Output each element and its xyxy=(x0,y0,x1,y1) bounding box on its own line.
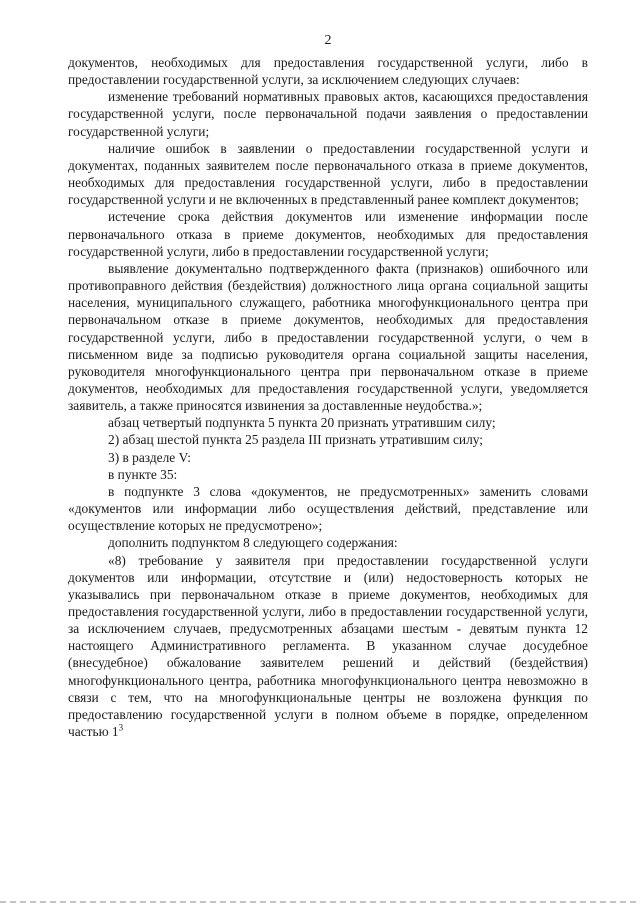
paragraph-text: в пункте 35: xyxy=(108,466,178,482)
paragraph xyxy=(68,88,588,139)
document-body xyxy=(68,54,588,740)
paragraph xyxy=(68,140,588,209)
paragraph xyxy=(68,466,588,483)
paragraph-text: выявление документально подтвержденного факта (признаков) ошибочного или противоправного действия (бездействия) должностного лица органа социальной защиты населения, муниципального служащего, работника многофункционального центра при первоначальном отказе в приеме документов, необходимых для предоставления государственной услуги, либо в предоставлении государственной услуги, о чем в письменном виде за подписью руководителя органа социальной защиты населения, руководителя многофункционального центра при первоначальном отказе в приеме документов, необходимых для предоставления государственной услуги, уведомляется заявитель, а также приносятся извинения за доставленные неудобства.»; xyxy=(68,260,588,414)
paragraph xyxy=(68,449,588,466)
paragraph-text: в подпункте 3 слова «документов, не предусмотренных» заменить словами «документов или информации либо осуществления действий, представление или осуществление которых не предусмотрено»; xyxy=(68,483,588,534)
superscript: 3 xyxy=(118,722,124,733)
paragraph xyxy=(68,260,588,414)
paragraph-text: 3) в разделе V: xyxy=(108,449,191,465)
paragraph-text: абзац четвертый подпункта 5 пункта 20 признать утратившим силу; xyxy=(108,415,496,431)
paragraph xyxy=(68,552,588,741)
paragraph xyxy=(68,54,588,88)
paragraph xyxy=(68,483,588,534)
paragraph-text: наличие ошибок в заявлении о предоставлении государственной услуги и документах, поданных заявителем после первоначального отказа в приеме документов, необходимых для предоставления государственной услуги, либо в предоставлении государственной услуги и не включенных в представленный ранее комплект документов; xyxy=(68,140,588,208)
paragraph-text: изменение требований нормативных правовых актов, касающихся предоставления государственной услуги, после первоначальной подачи заявления о предоставлении государственной услуги; xyxy=(68,89,588,139)
paragraph-text: документов, необходимых для предоставления государственной услуги, либо в предоставлении государственной услуги, за исключением следующих случаев: xyxy=(68,55,588,88)
scan-edge-line xyxy=(0,901,640,903)
paragraph-text: истечение срока действия документов или изменение информации после первоначального отказа в приеме документов, необходимых для предоставления государственной услуги, либо в предоставлении государственной услуги; xyxy=(68,209,588,259)
paragraph-text: 2) абзац шестой пункта 25 раздела III признать утратившим силу; xyxy=(108,432,484,448)
paragraph xyxy=(68,534,588,551)
paragraph-text: дополнить подпунктом 8 следующего содержания: xyxy=(108,535,398,551)
paragraph xyxy=(68,414,588,431)
paragraph-text: «8) требование у заявителя при предоставлении государственной услуги документов или информации, отсутствие и (или) недостоверность которых не указывались при первоначальном отказе в приеме документов, необходимых для предоставления государственной услуги, либо в предоставлении государственной услуги, за исключением случаев, предусмотренных абзацами шестым - девятым пункта 12 настоящего Административного регламента. В указанном случае досудебное (внесудебное) обжалование заявителем решений и действий (бездействия) многофункционального центра, работника многофункционального центра невозможно в связи с тем, что на многофункциональные центры не возложена функция по предоставлению государственной услуги в полном объеме в порядке, определенном частью 1 xyxy=(68,552,588,740)
page-number: 2 xyxy=(324,33,332,48)
paragraph xyxy=(68,208,588,259)
paragraph xyxy=(68,431,588,448)
